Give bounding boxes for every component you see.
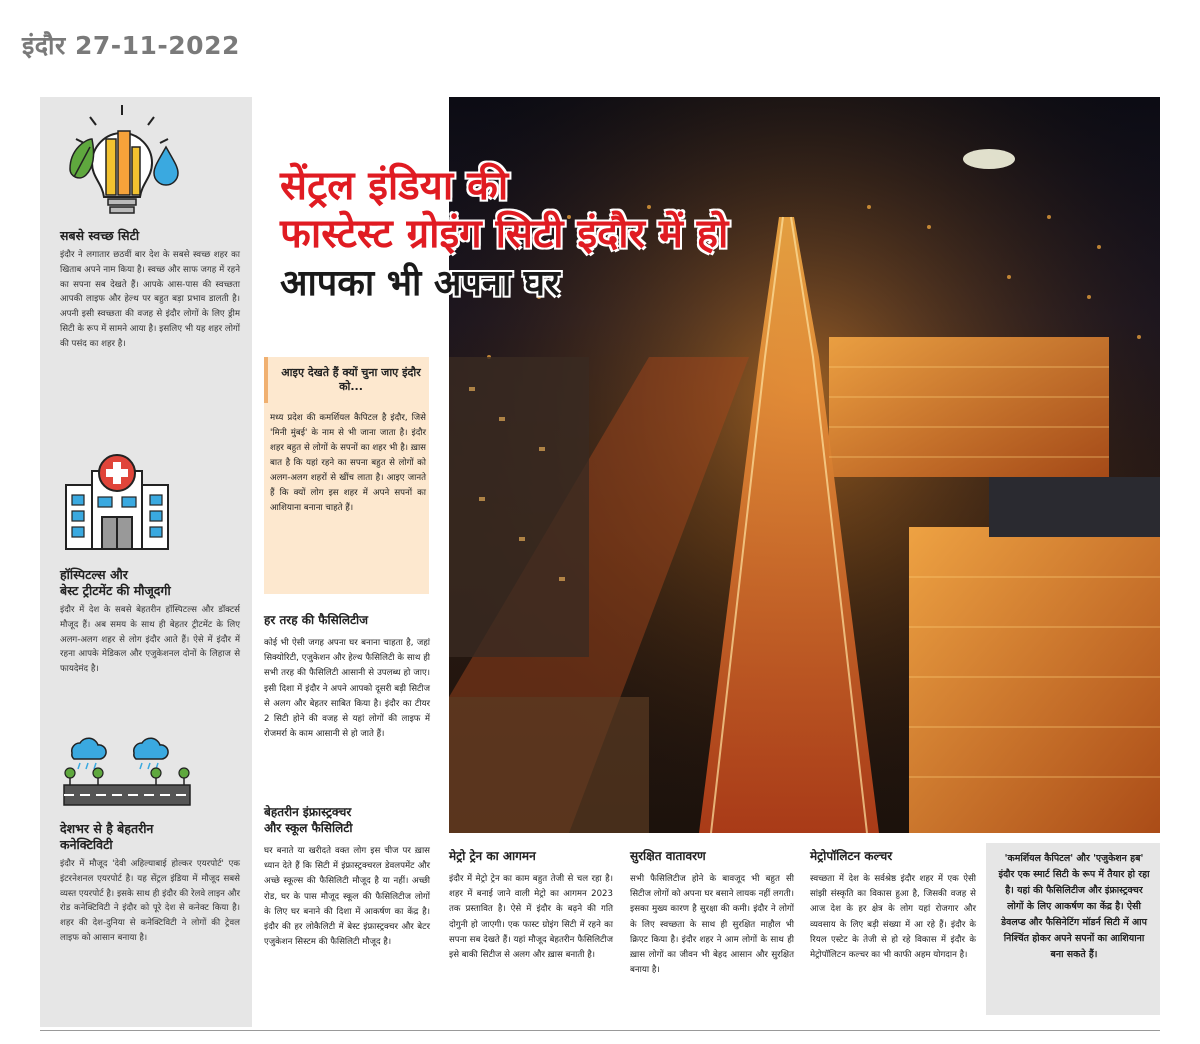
cleanest-city-title: सबसे स्वच्छ सिटी [60,228,140,243]
connectivity-title [60,821,240,853]
dateline: इंदौर 27-11-2022 [22,31,240,60]
headline [280,165,840,303]
metro-body: इंदौर में मेट्रो ट्रेन का काम बहुत तेजी से चल रहा है। शहर में बनाई जाने वाली मेट्रो का आगमन 2023 तक प्रस्तावित है। ऐसे में इंदौर के बढ़ने की गति दोगुनी हो जाएगी। एक फास्ट ग्रोइंग सिटी में रहने का सपना सब देखते हैं। यहां मौजूद बेहतरीन फैसिलिटीज इसे बाकी सिटीज से अलग और ख़ास बनाती है। [449,874,613,961]
headline-line1: सेंट्रल इंडिया की [280,163,509,209]
sidebar [40,97,252,1027]
connectivity-body: इंदौर में मौजूद 'देवी अहिल्याबाई होल्कर एयरपोर्ट' एक इंटरनेशनल एयरपोर्ट है। यह सेंट्रल इंडिया में मौजूद सबसे व्यस्त एयरपोर्ट है। इसके साथ ही इंदौर की रेलवे लाइन और रोड कनेक्टिविटी ने इंदौर को पूरे देश से कनेक्ट किया है। शहर की देश-दुनिया से कनेक्टिविटी ने लोगों की ट्रेवल लाइफ को आसान बनाया है। [60,859,240,943]
infrastructure-section [264,804,430,950]
metropolitan-section [810,848,976,963]
bottom-rule [40,1030,1160,1031]
infrastructure-title [264,804,430,836]
safety-section [630,848,794,978]
headline-line3: आपका भी अपना घर [280,263,560,304]
metropolitan-body: स्वच्छता में देश के सर्वश्रेष्ठ इंदौर शहर में एक ऐसी सांझी संस्कृति का विकास हुआ है, जिसकी वजह से आज देश के हर क्षेत्र के लोग यहां रोजगार और व्यवसाय के लिए बड़ी संख्या में आ रहे हैं। इंदौर के रियल एस्टेट के तेजी से हो रहे विकास में इंदौर के मेट्रोपॉलिटन कल्चर का भी काफी अहम योगदान है। [810,874,976,961]
hospitals-title-line1: हॉस्पिटल्स और [60,567,128,582]
hospitals-title-line2: बेस्ट ट्रीटमेंट की मौजूदगी [60,583,171,598]
cta-box [986,843,1160,1015]
road-connectivity-icon [62,737,192,807]
hospitals-body: इंदौर में देश के सबसे बेहतरीन हॉस्पिटल्स और डॉक्टर्स मौजूद हैं। अब समय के साथ ही बेहतर ट्रीटमेंट के लिए अलग-अलग शहर से लोग इंदौर आते हैं। ऐसे में इंदौर में रहना आपके मेडिकल और एजुकेशनल दोनों के लिहाज से फायदेमंद है। [60,605,240,675]
metro-section [449,848,613,963]
cleanest-city-body: इंदौर ने लगातार छठवीं बार देश के सबसे स्वच्छ शहर का खिताब अपने नाम किया है। स्वच्छ और साफ जगह में रहने का सपना सब देखते हैं। आपके आस-पास की स्वच्छता आपकी लाइफ और हेल्थ पर बहुत बड़ा प्रभाव डालती है। अपनी इसी स्वच्छता की वजह से इंदौर लोगों के लिए ड्रीम सिटी के रूप में सामने आया है। इसलिए भी यह शहर लोगों की पसंद का शहर है। [60,250,240,349]
connectivity-title-line2: कनेक्टिविटी [60,837,113,852]
facilities-title: हर तरह की फैसिलिटीज [264,613,369,627]
safety-body: सभी फैसिलिटीज होने के बावजूद भी बहुत सी सिटीज लोगों को अपना घर बसाने लायक नहीं लगती। इसका मुख्य कारण है सुरक्षा की कमी। इंदौर ने लोगों के लिए स्वच्छता के साथ ही सुरक्षित माहौल भी क्रिएट किया है। इंदौर शहर ने आम लोगों के साथ ही ख़ास लोगों का जीवन भी बेहद आसान और सुरक्षित बनाया है। [630,874,794,976]
metropolitan-title: मेट्रोपॉलिटन कल्चर [810,849,893,863]
connectivity-title-line1: देशभर से है बेहतरीन [60,821,154,836]
cta-text: 'कमर्शियल कैपिटल' और 'एजुकेशन हब' इंदौर एक स्मार्ट सिटी के रूप में तैयार हो रहा है। यहां की फैसिलिटीज और इंफ्रास्ट्रक्चर लोगों के लिए आकर्षण का केंद्र है। ऐसी डेवलप्ड और फैसिनेटिंग मॉडर्न सिटी में आप निश्चिंत होकर अपने सपनों का आशियाना बना सकते हैं। [998,853,1150,960]
intro-title: आइए देखते हैं क्यों चुना जाए इंदौर को... [281,366,421,393]
facilities-section [264,612,430,742]
metro-title: मेट्रो ट्रेन का आगमन [449,849,536,863]
infrastructure-title-line1: बेहतरीन इंफ्रास्ट्रक्चर [264,805,352,819]
intro-box [264,357,429,594]
facilities-body: कोई भी ऐसी जगह अपना घर बनाना चाहता है, जहां सिक्योरिटी, एजुकेशन और हेल्थ फैसिलिटी के साथ ही सभी तरह की फैसिलिटी आसानी से उपलब्ध हो जाए। इसी दिशा में इंदौर ने अपने आपको दूसरी बड़ी सिटीज से अलग और बेहतर साबित किया है। इंदौर का टीयर 2 सिटी होने की वजह से यहां लोगों की लाइफ में रोजमर्रा के काम आसानी से हो जाते हैं। [264,638,430,740]
hospital-icon [62,453,172,553]
intro-body: मध्य प्रदेश की कमर्शियल कैपिटल है इंदौर, जिसे 'मिनी मुंबई' के नाम से भी जाना जाता है। इंदौर शहर बहुत से लोगों के सपनों का शहर भी है। ख़ास बात है कि यहां रहने का सपना बहुत से लोगों को अलग-अलग शहरों से खींच लाता है। आइए जानते हैं कि क्यों लोग इस शहर में अपने सपनों का आशियाना बनाना चाहते हैं। [270,413,426,513]
hospitals-title [60,567,240,599]
infrastructure-title-line2: और स्कूल फैसिलिटी [264,821,353,835]
headline-line2: फास्टेस्ट ग्रोइंग सिटी इंदौर में हो [280,211,729,257]
infrastructure-body: घर बनाते या खरीदते वक्त लोग इस चीज पर ख़ास ध्यान देते हैं कि सिटी में इंफ्रास्ट्रक्चरल डेवलपमेंट और अच्छे स्कूल्स की फैसिलिटी मौजूद है या नहीं। अच्छी रोड, घर के पास मौजूद स्कूल की फैसिलिटीज लोगों के लिए घर बनाने की दिशा में आकर्षण का केंद्र है। इंदौर की हर लोकैलिटी में बेस्ट इंफ्रास्ट्रक्चर और बेटर एजुकेशन सिस्टम की फैसिलिटी मौजूद है। [264,846,430,948]
eco-city-icon [62,103,182,223]
safety-title: सुरक्षित वातावरण [630,849,706,863]
